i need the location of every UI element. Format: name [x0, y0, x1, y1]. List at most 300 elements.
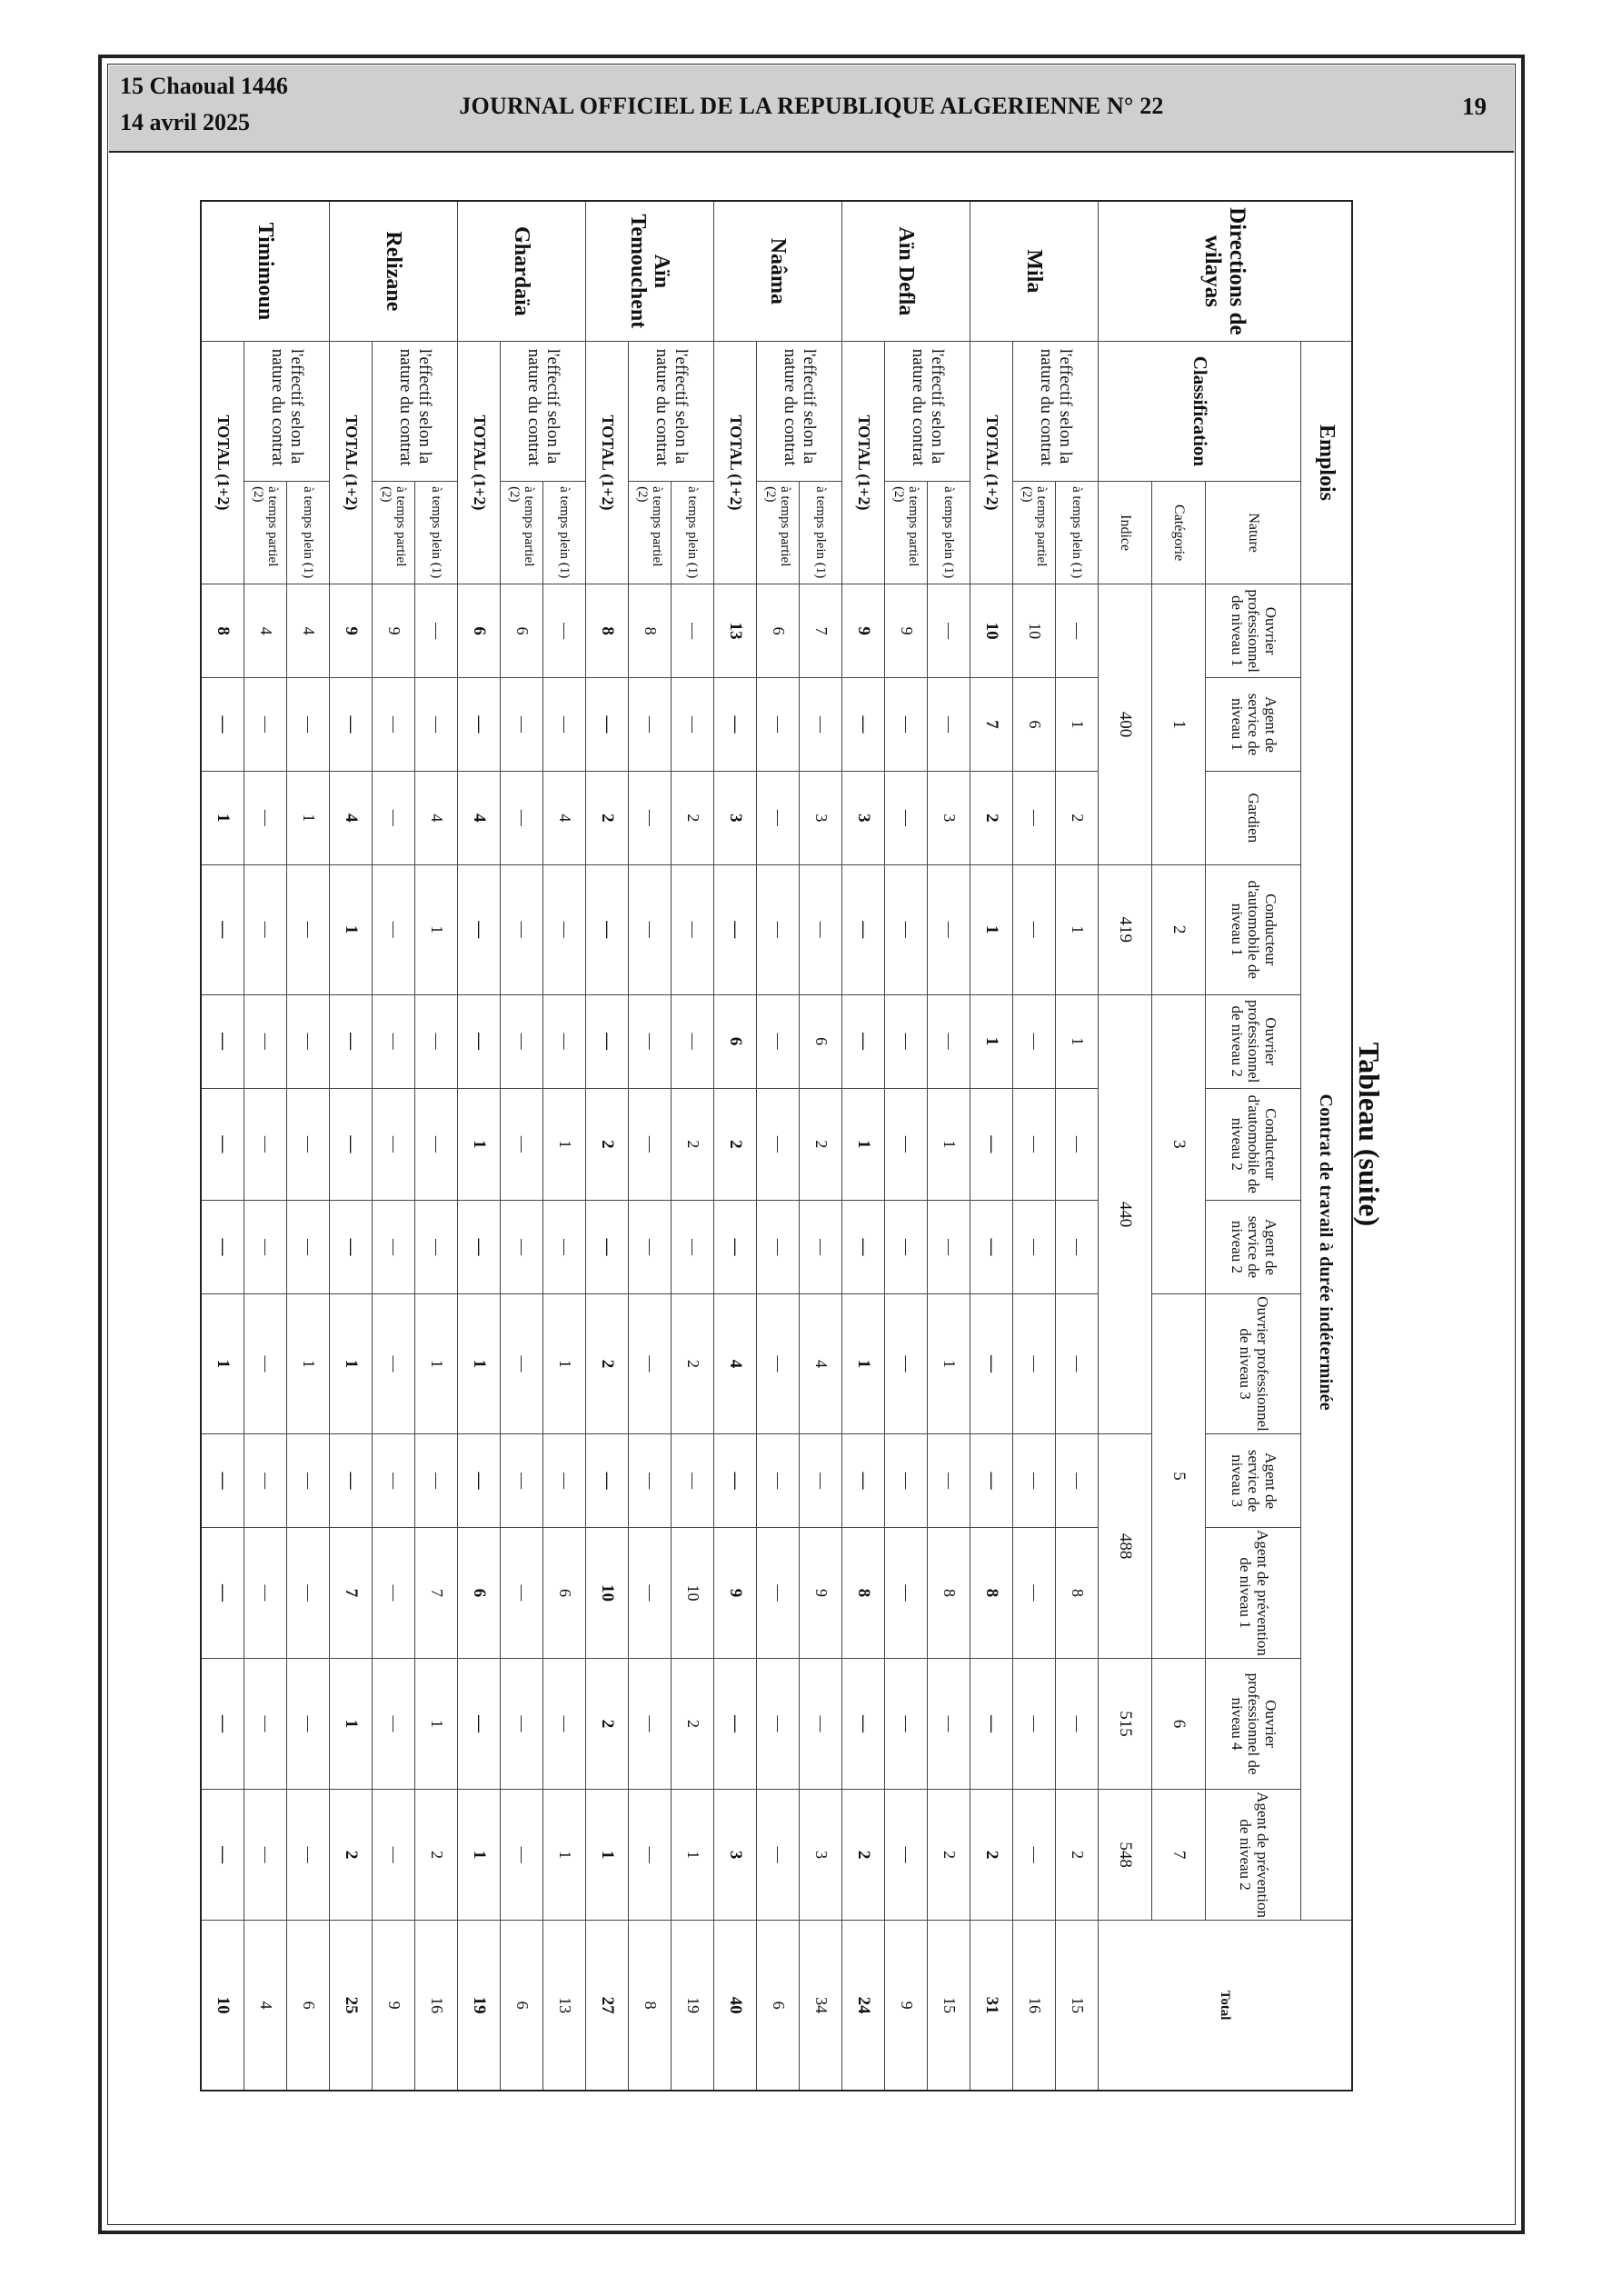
cell-value: —: [373, 1528, 415, 1659]
plein-label: à temps plein (1): [928, 482, 970, 584]
cell-value-total: 8: [586, 584, 629, 678]
cell-value: —: [757, 1659, 800, 1790]
cell-value: —: [1013, 771, 1056, 864]
cell-value: 15: [928, 1921, 970, 2091]
cell-value: —: [287, 1790, 330, 1921]
cell-value: 13: [543, 1921, 586, 2091]
job-header-1: Ouvrier professionnel de niveau 1: [1206, 584, 1301, 678]
cell-value: —: [244, 1790, 287, 1921]
cell-value: 6: [1013, 678, 1056, 772]
cell-value-total: —: [586, 1201, 629, 1294]
cell-value: 2: [928, 1790, 970, 1921]
cell-value: —: [415, 678, 458, 772]
cell-value-total: 4: [714, 1293, 757, 1433]
cell-value-total: —: [458, 994, 501, 1088]
cell-value: —: [373, 1790, 415, 1921]
cell-value-total: —: [970, 1293, 1013, 1433]
cell-value: —: [287, 1201, 330, 1294]
cell-value: 8: [629, 584, 672, 678]
cell-value: —: [287, 1434, 330, 1528]
cell-value: —: [1013, 1659, 1056, 1790]
cell-value-total: 2: [970, 771, 1013, 864]
cell-value: —: [1056, 1659, 1099, 1790]
cell-value-total: 1: [330, 1659, 373, 1790]
cell-value: —: [287, 864, 330, 994]
table-body: [201, 201, 1099, 2091]
cell-value: —: [501, 1790, 543, 1921]
cell-value: 6: [501, 1921, 543, 2091]
cell-value-total: 7: [330, 1528, 373, 1659]
cell-value: 8: [629, 1921, 672, 2091]
cell-value: —: [415, 584, 458, 678]
cell-value-total: 1: [970, 994, 1013, 1088]
cell-value: —: [672, 678, 714, 772]
cell-value: —: [373, 1088, 415, 1200]
cell-value: —: [757, 1201, 800, 1294]
cell-value: 6: [501, 584, 543, 678]
cell-value: —: [629, 1528, 672, 1659]
indice-value: 440: [1099, 994, 1152, 1433]
cell-value: —: [373, 1293, 415, 1433]
cell-value: —: [757, 1434, 800, 1528]
cell-value: —: [885, 1201, 928, 1294]
cell-value-total: —: [201, 1790, 244, 1921]
cell-value: —: [373, 864, 415, 994]
effectif-label: l'effectif selon la nature du contrat: [244, 341, 330, 481]
cell-value: 2: [672, 771, 714, 864]
plein-label: à temps plein (1): [800, 482, 842, 584]
cell-value: —: [757, 1293, 800, 1433]
job-header-9: Agent de service de niveau 3: [1206, 1434, 1301, 1528]
cell-value-total: 25: [330, 1921, 373, 2091]
cell-value-total: 19: [458, 1921, 501, 2091]
cell-value: —: [415, 994, 458, 1088]
categorie-value: 6: [1152, 1659, 1206, 1790]
cell-value: —: [373, 1201, 415, 1294]
cell-value: —: [928, 1434, 970, 1528]
cell-value: 9: [885, 584, 928, 678]
table-row: [757, 201, 800, 2091]
cell-value: —: [629, 771, 672, 864]
cell-value: —: [1013, 1201, 1056, 1294]
cell-value: —: [1013, 1790, 1056, 1921]
cell-value: —: [543, 994, 586, 1088]
cell-value-total: —: [970, 1434, 1013, 1528]
cell-value-total: 6: [458, 1528, 501, 1659]
cell-value: —: [928, 1201, 970, 1294]
direction-name: Mila: [970, 201, 1099, 341]
cell-value-total: 9: [842, 584, 885, 678]
cell-value: —: [800, 864, 842, 994]
cell-value: 4: [287, 584, 330, 678]
total-label: TOTAL (1+2): [458, 341, 501, 584]
cell-value: —: [244, 1528, 287, 1659]
effectif-label: l'effectif selon la nature du contrat: [885, 341, 970, 481]
header-categorie: Catégorie: [1152, 482, 1206, 584]
cell-value-total: —: [586, 864, 629, 994]
cell-value: —: [373, 1659, 415, 1790]
cell-value: 8: [928, 1528, 970, 1659]
cell-value-total: 2: [330, 1790, 373, 1921]
cell-value-total: 9: [330, 584, 373, 678]
cell-value: —: [244, 994, 287, 1088]
cell-value: —: [1013, 864, 1056, 994]
cell-value: 2: [672, 1659, 714, 1790]
cell-value: 2: [1056, 771, 1099, 864]
cell-value: —: [629, 864, 672, 994]
cell-value: 9: [800, 1528, 842, 1659]
total-label: TOTAL (1+2): [970, 341, 1013, 584]
cell-value-total: —: [842, 678, 885, 772]
table-row: [501, 201, 543, 2091]
cell-value: 2: [415, 1790, 458, 1921]
cell-value-total: —: [201, 864, 244, 994]
categorie-value: 1: [1152, 584, 1206, 865]
cell-value: —: [629, 1293, 672, 1433]
cell-value: —: [244, 1201, 287, 1294]
categorie-value: 3: [1152, 994, 1206, 1293]
cell-value-total: 1: [458, 1293, 501, 1433]
cell-value: —: [885, 1528, 928, 1659]
total-label: TOTAL (1+2): [330, 341, 373, 584]
table-row: [244, 201, 287, 2091]
total-label: TOTAL (1+2): [201, 341, 244, 584]
cell-value-total: 2: [586, 771, 629, 864]
cell-value: —: [415, 1201, 458, 1294]
table-title: Tableau (suite): [1353, 1042, 1386, 1227]
cell-value: —: [415, 1088, 458, 1200]
cell-value-total: 1: [458, 1088, 501, 1200]
direction-name: Naâma: [714, 201, 842, 341]
cell-value-total: 1: [586, 1790, 629, 1921]
cell-value: 2: [1056, 1790, 1099, 1921]
header-date-hijri: 15 Chaoual 1446: [120, 73, 288, 99]
cell-value: —: [244, 1434, 287, 1528]
cell-value: —: [1013, 1528, 1056, 1659]
cell-value-total: 13: [714, 584, 757, 678]
cell-value: 19: [672, 1921, 714, 2091]
categorie-value: 7: [1152, 1790, 1206, 1921]
table-row: [672, 201, 714, 2091]
partiel-label: à temps partiel (2): [373, 482, 415, 584]
cell-value-total: —: [714, 678, 757, 772]
cell-value: 2: [672, 1088, 714, 1200]
partiel-label: à temps partiel (2): [1013, 482, 1056, 584]
cell-value-total: 1: [201, 771, 244, 864]
cell-value: —: [672, 1201, 714, 1294]
table-row: [928, 201, 970, 2091]
cell-value-total: 1: [330, 1293, 373, 1433]
cell-value: —: [629, 1434, 672, 1528]
header-emplois: Emplois: [1301, 341, 1353, 584]
cell-value-total: 9: [714, 1528, 757, 1659]
cell-value: —: [244, 864, 287, 994]
cell-value: —: [501, 1528, 543, 1659]
cell-value: —: [501, 1088, 543, 1200]
cell-value: 1: [415, 864, 458, 994]
partiel-label: à temps partiel (2): [501, 482, 543, 584]
cell-value-total: 6: [714, 994, 757, 1088]
cell-value-total: 1: [970, 864, 1013, 994]
cell-value: 1: [928, 1293, 970, 1433]
cell-value-total: 2: [586, 1088, 629, 1200]
total-label: TOTAL (1+2): [586, 341, 629, 584]
cell-value: —: [543, 1659, 586, 1790]
cell-value: —: [928, 864, 970, 994]
cell-value-total: 8: [970, 1528, 1013, 1659]
cell-value-total: —: [586, 1434, 629, 1528]
cell-value-total: —: [842, 864, 885, 994]
cell-value-total: —: [842, 994, 885, 1088]
header-contrat: Contrat de travail à durée indéterminée: [1301, 584, 1353, 1921]
cell-value: —: [543, 678, 586, 772]
cell-value: —: [1056, 1434, 1099, 1528]
cell-value-total: —: [842, 1659, 885, 1790]
staffing-table: [200, 200, 1353, 2091]
cell-value: —: [757, 1088, 800, 1200]
cell-value: —: [757, 994, 800, 1088]
cell-value: —: [501, 678, 543, 772]
cell-value-total: —: [201, 678, 244, 772]
cell-value: —: [800, 1659, 842, 1790]
cell-value: 8: [1056, 1528, 1099, 1659]
table-row-total: [330, 201, 373, 2091]
cell-value: —: [629, 678, 672, 772]
cell-value: 15: [1056, 1921, 1099, 2091]
cell-value-total: —: [330, 1088, 373, 1200]
cell-value: 7: [415, 1528, 458, 1659]
job-header-6: Conducteur d'automobile de niveau 2: [1206, 1088, 1301, 1200]
rotated-table-area: [156, 171, 1388, 2098]
cell-value-total: —: [714, 1201, 757, 1294]
cell-value: —: [244, 1659, 287, 1790]
cell-value: —: [757, 1790, 800, 1921]
cell-value-total: 3: [842, 771, 885, 864]
cell-value-total: —: [201, 1088, 244, 1200]
job-header-5: Ouvrier professionnel de niveau 2: [1206, 994, 1301, 1088]
cell-value: —: [629, 1659, 672, 1790]
cell-value-total: —: [458, 1201, 501, 1294]
table-row-total: [458, 201, 501, 2091]
cell-value: 1: [543, 1293, 586, 1433]
table-row: [1013, 201, 1056, 2091]
cell-value-total: 7: [970, 678, 1013, 772]
cell-value: 1: [1056, 864, 1099, 994]
cell-value: —: [287, 994, 330, 1088]
header-indice: Indice: [1099, 482, 1152, 584]
cell-value: 6: [757, 584, 800, 678]
cell-value-total: —: [201, 1528, 244, 1659]
job-header-7: Agent de service de niveau 2: [1206, 1201, 1301, 1294]
direction-name: Aïn Defla: [842, 201, 970, 341]
cell-value: —: [1056, 1088, 1099, 1200]
indice-value: 400: [1099, 584, 1152, 865]
job-header-12: Agent de prévention de niveau 2: [1206, 1790, 1301, 1921]
cell-value: —: [1056, 1201, 1099, 1294]
cell-value: —: [501, 864, 543, 994]
cell-value: —: [543, 864, 586, 994]
cell-value: —: [373, 771, 415, 864]
cell-value: —: [629, 994, 672, 1088]
cell-value: 3: [800, 771, 842, 864]
job-header-10: Agent de prévention de niveau 1: [1206, 1528, 1301, 1659]
table-row-total: [201, 201, 244, 2091]
cell-value: —: [757, 678, 800, 772]
plein-label: à temps plein (1): [672, 482, 714, 584]
cell-value: —: [757, 1528, 800, 1659]
cell-value-total: —: [330, 994, 373, 1088]
direction-name: Relizane: [330, 201, 458, 341]
cell-value-total: —: [586, 994, 629, 1088]
header-classification: Classification: [1099, 341, 1301, 481]
cell-value-total: —: [458, 864, 501, 994]
cell-value: 1: [543, 1790, 586, 1921]
cell-value: —: [373, 678, 415, 772]
cell-value: —: [501, 1659, 543, 1790]
header-total: Total: [1099, 1921, 1353, 2091]
cell-value-total: 2: [714, 1088, 757, 1200]
effectif-label: l'effectif selon la nature du contrat: [629, 341, 714, 481]
cell-value: —: [244, 1293, 287, 1433]
cell-value-total: 1: [842, 1088, 885, 1200]
cell-value: —: [1056, 584, 1099, 678]
header-date-gregorian: 14 avril 2025: [120, 109, 250, 135]
page-number: 19: [1462, 93, 1487, 120]
table-row-total: [586, 201, 629, 2091]
cell-value: 1: [287, 1293, 330, 1433]
plein-label: à temps plein (1): [287, 482, 330, 584]
cell-value: 1: [415, 1293, 458, 1433]
cell-value: —: [501, 1293, 543, 1433]
cell-value: —: [244, 1088, 287, 1200]
direction-name: Timimoun: [201, 201, 330, 341]
cell-value-total: —: [201, 1201, 244, 1294]
cell-value-total: 4: [458, 771, 501, 864]
cell-value: —: [672, 994, 714, 1088]
cell-value: 7: [800, 584, 842, 678]
cell-value: —: [1056, 1293, 1099, 1433]
cell-value: 1: [1056, 678, 1099, 772]
cell-value: —: [928, 994, 970, 1088]
cell-value-total: 10: [586, 1528, 629, 1659]
job-header-4: Conducteur d'automobile de niveau 1: [1206, 864, 1301, 994]
cell-value: 1: [287, 771, 330, 864]
cell-value: —: [928, 1659, 970, 1790]
table-row: [373, 201, 415, 2091]
cell-value: 16: [415, 1921, 458, 2091]
cell-value-total: 6: [458, 584, 501, 678]
partiel-label: à temps partiel (2): [885, 482, 928, 584]
cell-value: —: [800, 1434, 842, 1528]
cell-value: —: [629, 1790, 672, 1921]
header-nature: Nature: [1206, 482, 1301, 584]
cell-value: —: [757, 771, 800, 864]
cell-value-total: —: [201, 994, 244, 1088]
total-label: TOTAL (1+2): [842, 341, 885, 584]
cell-value: —: [885, 771, 928, 864]
cell-value: 6: [287, 1921, 330, 2091]
cell-value: 4: [415, 771, 458, 864]
cell-value-total: —: [714, 1434, 757, 1528]
cell-value-total: 27: [586, 1921, 629, 2091]
cell-value-total: —: [714, 1659, 757, 1790]
cell-value: —: [501, 1201, 543, 1294]
cell-value-total: —: [330, 1201, 373, 1294]
cell-value-total: —: [586, 678, 629, 772]
effectif-label: l'effectif selon la nature du contrat: [373, 341, 458, 481]
cell-value-total: 3: [714, 1790, 757, 1921]
cell-value: 6: [800, 994, 842, 1088]
cell-value-total: —: [970, 1659, 1013, 1790]
categorie-value: 5: [1152, 1293, 1206, 1658]
cell-value: —: [287, 678, 330, 772]
cell-value-total: 4: [330, 771, 373, 864]
cell-value: —: [928, 584, 970, 678]
cell-value: —: [373, 994, 415, 1088]
cell-value-total: —: [201, 1434, 244, 1528]
cell-value-total: —: [970, 1088, 1013, 1200]
direction-name: Ghardaïa: [458, 201, 586, 341]
cell-value: 1: [543, 1088, 586, 1200]
effectif-label: l'effectif selon la nature du contrat: [757, 341, 842, 481]
cell-value: —: [501, 771, 543, 864]
cell-value: 3: [928, 771, 970, 864]
partiel-label: à temps partiel (2): [757, 482, 800, 584]
cell-value: —: [543, 584, 586, 678]
cell-value: 1: [928, 1088, 970, 1200]
cell-value: 1: [672, 1790, 714, 1921]
cell-value-total: —: [458, 1434, 501, 1528]
cell-value: —: [629, 1088, 672, 1200]
cell-value: 4: [244, 584, 287, 678]
cell-value: —: [1013, 1434, 1056, 1528]
cell-value: 16: [1013, 1921, 1056, 2091]
cell-value-total: —: [330, 678, 373, 772]
job-header-3: Gardien: [1206, 771, 1301, 864]
cell-value: —: [543, 1201, 586, 1294]
indice-value: 548: [1099, 1790, 1152, 1921]
cell-value: 9: [373, 1921, 415, 2091]
cell-value-total: 2: [842, 1790, 885, 1921]
cell-value: —: [885, 864, 928, 994]
cell-value: —: [1013, 994, 1056, 1088]
cell-value: 2: [672, 1293, 714, 1433]
partiel-label: à temps partiel (2): [244, 482, 287, 584]
table-row: [885, 201, 928, 2091]
cell-value: 9: [885, 1921, 928, 2091]
cell-value: 6: [757, 1921, 800, 2091]
cell-value: —: [1013, 1088, 1056, 1200]
cell-value: 1: [1056, 994, 1099, 1088]
job-header-8: Ouvrier professionnel de niveau 3: [1206, 1293, 1301, 1433]
cell-value: —: [885, 1790, 928, 1921]
job-header-2: Agent de service de niveau 1: [1206, 678, 1301, 772]
table-row: [1056, 201, 1099, 2091]
cell-value: —: [672, 584, 714, 678]
effectif-label: l'effectif selon la nature du contrat: [1013, 341, 1099, 481]
cell-value-total: 10: [201, 1921, 244, 2091]
cell-value: 4: [543, 771, 586, 864]
cell-value-total: —: [842, 1434, 885, 1528]
cell-value-total: 2: [970, 1790, 1013, 1921]
indice-value: 515: [1099, 1659, 1152, 1790]
table-row-total: [714, 201, 757, 2091]
cell-value: —: [885, 1293, 928, 1433]
table-row: [800, 201, 842, 2091]
cell-value: 2: [800, 1088, 842, 1200]
partiel-label: à temps partiel (2): [629, 482, 672, 584]
table-row: [629, 201, 672, 2091]
